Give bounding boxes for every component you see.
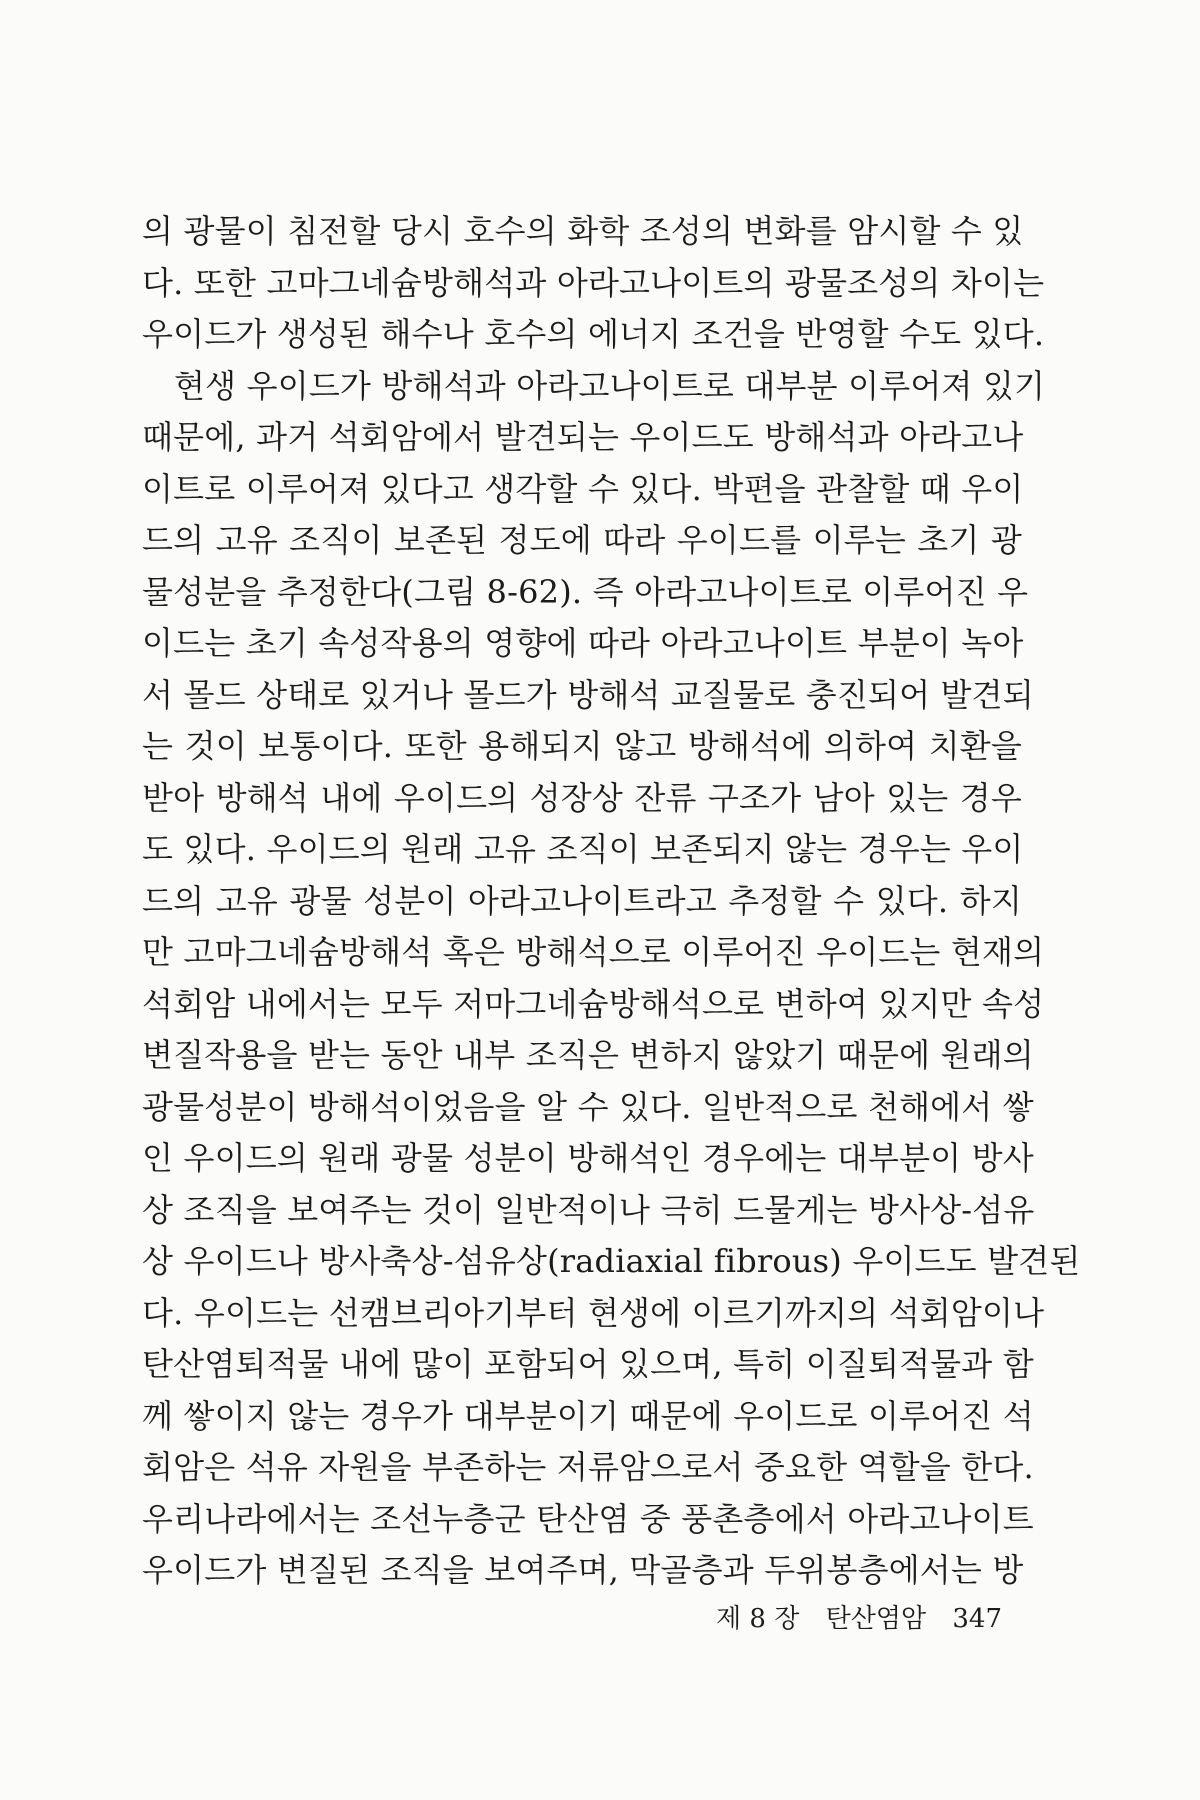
page-footer	[716, 1598, 1002, 1635]
text-line: 다. 또한 고마그네슘방해석과 아라고나이트의 광물조성의 차이는	[142, 263, 1045, 302]
text-line: 때문에, 과거 석회암에서 발견되는 우이드도 방해석과 아라고나	[142, 418, 1024, 456]
body-text	[142, 206, 1081, 1597]
text-line: 는 것이 보통이다. 또한 용해되지 않고 방해석에 의하여 치환을	[142, 727, 1022, 765]
text-line: 께 쌓이지 않는 경우가 대부분이기 때문에 우이드로 이루어진 석	[142, 1396, 1034, 1435]
text-line: 의 광물이 침전할 당시 호수의 화학 조성의 변화를 암시할 수 있	[142, 212, 1024, 250]
text-line: 변질작용을 받는 동안 내부 조직은 변하지 않았기 때문에 원래의	[142, 1036, 1034, 1074]
text-line: 상 조직을 보여주는 것이 일반적이나 극히 드물게는 방사상-섬유	[142, 1190, 1035, 1229]
text-line: 물성분을 추정한다(그림 8-62). 즉 아라고나이트로 이루어진 우	[142, 572, 1029, 611]
text-line: 회암은 석유 자원을 부존하는 저류암으로서 중요한 역할을 한다.	[142, 1448, 1034, 1486]
text-line: 현생 우이드가 방해석과 아라고나이트로 대부분 이루어져 있기	[174, 366, 1046, 405]
chapter-label: 제 8 장	[716, 1604, 800, 1634]
text-line: 광물성분이 방해석이었음을 알 수 있다. 일반적으로 천해에서 쌓	[142, 1087, 1034, 1126]
text-line: 다. 우이드는 선캠브리아기부터 현생에 이르기까지의 석회암이나	[142, 1293, 1045, 1332]
page-number: 347	[952, 1604, 1002, 1634]
text-line: 우이드가 생성된 해수나 호수의 에너지 조건을 반영할 수도 있다.	[142, 315, 1045, 353]
text-line: 드의 고유 광물 성분이 아라고나이트라고 추정할 수 있다. 하지	[142, 881, 1022, 920]
text-line: 이드는 초기 속성작용의 영향에 따라 아라고나이트 부분이 녹아	[142, 624, 1024, 662]
text-line: 드의 고유 조직이 보존된 정도에 따라 우이드를 이루는 초기 광	[142, 521, 1022, 559]
text-line: 상 우이드나 방사축상-섬유상(radiaxial fibrous) 우이드도 발견된	[142, 1242, 1081, 1280]
text-line: 우이드가 변질된 조직을 보여주며, 막골층과 두위봉층에서는 방	[142, 1551, 1024, 1589]
text-line: 도 있다. 우이드의 원래 고유 조직이 보존되지 않는 경우는 우이	[142, 830, 1024, 868]
text-line: 이트로 이루어져 있다고 생각할 수 있다. 박편을 관찰할 때 우이	[142, 469, 1024, 508]
text-line: 우리나라에서는 조선누층군 탄산염 중 풍촌층에서 아라고나이트	[142, 1499, 1034, 1538]
text-line: 만 고마그네슘방해석 혹은 방해석으로 이루어진 우이드는 현재의	[142, 933, 1045, 971]
text-line: 서 몰드 상태로 있거나 몰드가 방해석 교질물로 충진되어 발견되	[142, 675, 1034, 714]
chapter-title: 탄산염암	[825, 1604, 927, 1634]
text-line: 석회암 내에서는 모두 저마그네슘방해석으로 변하여 있지만 속성	[142, 984, 1045, 1023]
text-line: 받아 방해석 내에 우이드의 성장상 잔류 구조가 남아 있는 경우	[142, 778, 1022, 817]
text-line: 인 우이드의 원래 광물 성분이 방해석인 경우에는 대부분이 방사	[142, 1139, 1034, 1177]
text-line: 탄산염퇴적물 내에 많이 포함되어 있으며, 특히 이질퇴적물과 함	[142, 1345, 1034, 1383]
